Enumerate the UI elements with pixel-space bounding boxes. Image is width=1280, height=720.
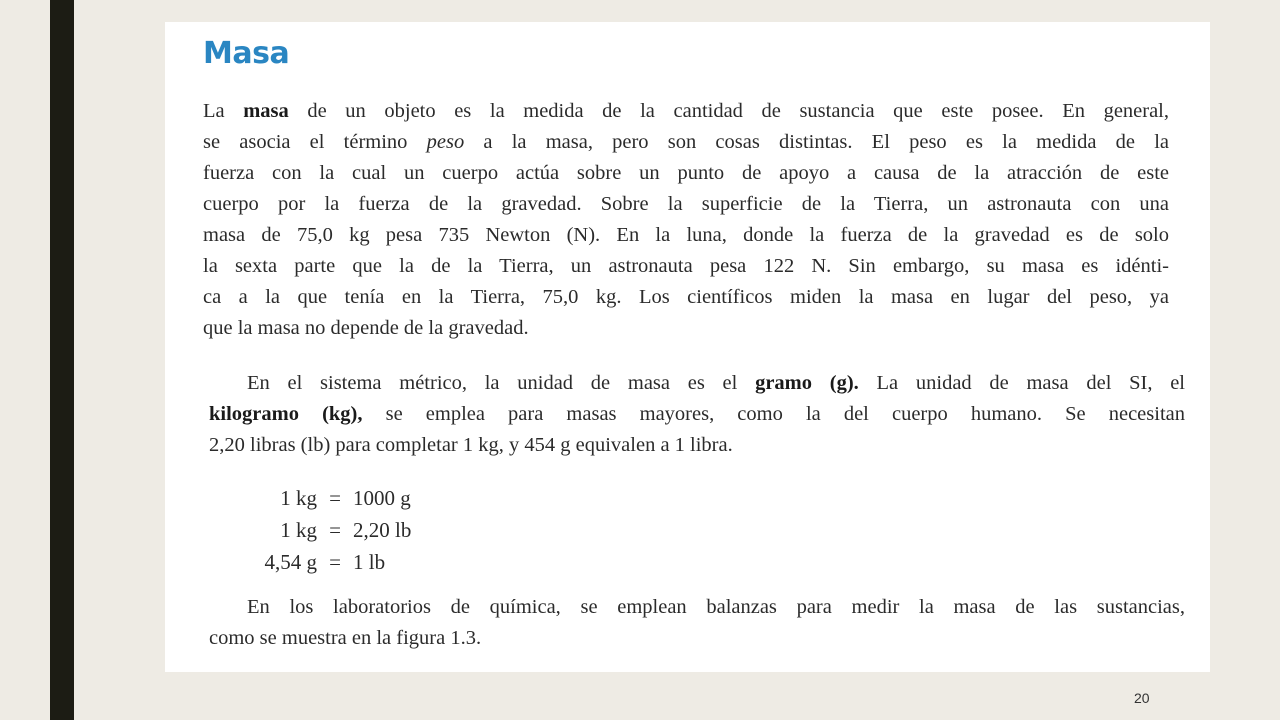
text-line: que la masa no depende de la gravedad. (203, 317, 529, 339)
equation-right: 2,20 lb (353, 518, 412, 542)
key-term-masa: masa (243, 100, 289, 122)
text-line: fuerza con la cual un cuerpo actúa sobre un punto de apoyo a causa de la atracción de este (203, 162, 1169, 184)
paragraph-metric-units (209, 368, 1185, 461)
text-line (209, 399, 1185, 430)
unit-equivalences (247, 482, 411, 578)
text-line: la sexta parte que la de la Tierra, un astronauta pesa 122 N. Sin embargo, su masa es idénti- (203, 255, 1169, 277)
text-line: como se muestra en la figura 1.3. (209, 627, 482, 649)
text-line: En los laboratorios de química, se emplean balanzas para medir la masa de las sustancias, (247, 596, 1185, 618)
text-line: ca a la que tenía en la Tierra, 75,0 kg. Los científicos miden la masa en lugar del peso, ya (203, 286, 1169, 308)
key-term-kilogramo: kilogramo (kg), (209, 403, 363, 425)
equation-row (247, 514, 411, 546)
text-fragment: a la masa, pero son cosas distintas. El peso es la medida de la (464, 131, 1169, 153)
text-line (203, 96, 1169, 127)
text-fragment: de un objeto es la medida de la cantidad de sustancia que este posee. En general, (288, 100, 1170, 122)
paragraph-mass-definition (203, 96, 1169, 344)
paragraph-laboratory-balances (209, 592, 1185, 654)
text-fragment: se emplea para masas mayores, como la del cuerpo humano. Se necesitan (362, 403, 1185, 425)
slide-page-number: 20 (1134, 690, 1150, 706)
text-fragment: La (203, 100, 244, 122)
equation-right: 1000 g (353, 486, 411, 510)
text-line (209, 368, 1185, 399)
text-line (203, 127, 1169, 158)
equation-left: 4,54 g (264, 550, 317, 574)
equation-left: 1 kg (280, 518, 317, 542)
textbook-page-image (165, 22, 1210, 672)
text-fragment: La unidad de masa del SI, el (858, 372, 1185, 394)
text-line: 2,20 libras (lb) para completar 1 kg, y 454 g equivalen a 1 libra. (209, 434, 733, 456)
equals-sign: = (329, 550, 341, 574)
italic-term-peso: peso (426, 131, 465, 153)
equals-sign: = (329, 486, 341, 510)
equation-row (247, 482, 411, 514)
text-line: masa de 75,0 kg pesa 735 Newton (N). En la luna, donde la fuerza de la gravedad es de solo (203, 224, 1169, 246)
text-fragment: se asocia el término (203, 131, 427, 153)
section-title: Masa (203, 36, 290, 71)
equation-right: 1 lb (353, 550, 386, 574)
equation-left: 1 kg (280, 486, 317, 510)
text-fragment: En el sistema métrico, la unidad de masa es el (247, 372, 756, 394)
equation-row (247, 546, 411, 578)
text-line: cuerpo por la fuerza de la gravedad. Sobre la superficie de la Tierra, un astronauta con una (203, 193, 1169, 215)
key-term-gramo: gramo (g). (755, 372, 859, 394)
equals-sign: = (329, 518, 341, 542)
left-accent-bar (50, 0, 74, 720)
